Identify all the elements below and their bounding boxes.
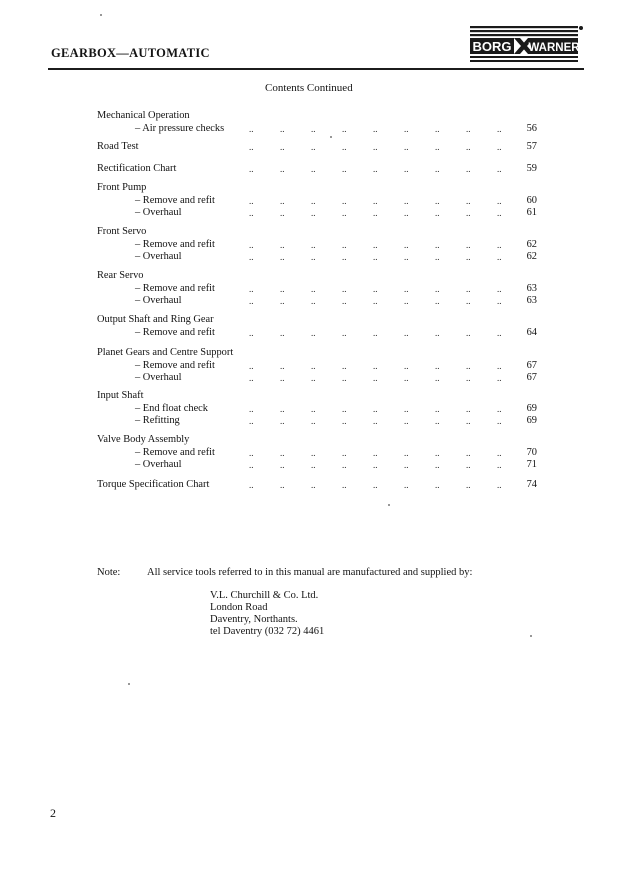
leader-dots: .. <box>373 283 378 294</box>
toc-entry <box>97 403 537 416</box>
leader-dots: .. <box>497 123 502 134</box>
leader-dots: .. <box>404 360 409 371</box>
leader-dots: .. <box>311 416 316 426</box>
toc-section <box>97 390 537 428</box>
leader-dots: .. <box>404 296 409 306</box>
leader-dots: .. <box>249 208 254 218</box>
leader-dots: .. <box>311 142 316 152</box>
leader-dots: .. <box>311 123 316 134</box>
leader-dots: .. <box>435 208 440 218</box>
toc-section <box>97 314 537 339</box>
leader-dots: .. <box>342 447 347 458</box>
note-text: All service tools referred to in this manual are manufactured and supplied by: <box>147 567 473 578</box>
toc-heading-label: Input Shaft <box>97 390 144 401</box>
leader-dots: .. <box>404 142 409 152</box>
toc-entry-label: – Remove and refit <box>135 446 215 458</box>
leader-dots: .. <box>435 239 440 250</box>
leader-dots: .. <box>342 195 347 206</box>
leader-dots: .. <box>466 447 471 458</box>
leader-dots: .. <box>404 239 409 250</box>
leader-dots: .. <box>466 195 471 206</box>
leader-dots: .. <box>280 373 285 383</box>
toc-heading-label: Output Shaft and Ring Gear <box>97 314 214 325</box>
leader-dots: .. <box>497 283 502 294</box>
dot-leaders <box>249 283 528 296</box>
scan-speck <box>388 504 390 506</box>
leader-dots: .. <box>249 164 254 174</box>
toc-page-number: 61 <box>526 207 537 218</box>
scan-speck <box>530 635 532 637</box>
leader-dots: .. <box>249 447 254 458</box>
leader-dots: .. <box>466 164 471 174</box>
toc-section <box>97 226 537 264</box>
dot-leaders <box>249 459 528 472</box>
leader-dots: .. <box>435 296 440 306</box>
dot-leaders <box>249 479 528 492</box>
toc-entry-label: – Overhaul <box>135 372 182 383</box>
toc-section <box>97 434 537 472</box>
toc-section <box>97 182 537 220</box>
leader-dots: .. <box>497 239 502 250</box>
toc-page-number: 62 <box>526 251 537 262</box>
leader-dots: .. <box>466 252 471 262</box>
toc-heading <box>97 347 537 360</box>
toc-entry <box>97 283 537 296</box>
leader-dots: .. <box>342 208 347 218</box>
leader-dots: .. <box>466 416 471 426</box>
leader-dots: .. <box>466 460 471 470</box>
leader-dots: .. <box>373 373 378 383</box>
toc-heading-label: Planet Gears and Centre Support <box>97 347 234 358</box>
leader-dots: .. <box>435 195 440 206</box>
leader-dots: .. <box>404 373 409 383</box>
leader-dots: .. <box>373 480 378 490</box>
toc-heading-label: Mechanical Operation <box>97 110 190 121</box>
leader-dots: .. <box>280 283 285 294</box>
leader-dots: .. <box>280 252 285 262</box>
address-line: V.L. Churchill & Co. Ltd. <box>210 590 319 601</box>
leader-dots: .. <box>249 142 254 152</box>
leader-dots: .. <box>342 239 347 250</box>
dot-leaders <box>249 327 528 340</box>
leader-dots: .. <box>280 480 285 490</box>
note-label: Note: <box>97 567 121 578</box>
leader-dots: .. <box>249 283 254 294</box>
leader-dots: .. <box>466 123 471 134</box>
leader-dots: .. <box>342 164 347 174</box>
leader-dots: .. <box>249 327 254 338</box>
leader-dots: .. <box>249 195 254 206</box>
leader-dots: .. <box>497 373 502 383</box>
toc-heading <box>97 479 537 492</box>
page-number: 2 <box>50 806 56 820</box>
dot-leaders <box>249 207 528 220</box>
leader-dots: .. <box>497 208 502 218</box>
toc-entry-label: – Overhaul <box>135 207 182 218</box>
leader-dots: .. <box>373 208 378 218</box>
toc-entry <box>97 239 537 252</box>
leader-dots: .. <box>497 327 502 338</box>
toc-heading <box>97 270 537 283</box>
leader-dots: .. <box>280 403 285 414</box>
leader-dots: .. <box>249 403 254 414</box>
leader-dots: .. <box>466 142 471 152</box>
leader-dots: .. <box>466 403 471 414</box>
dot-leaders <box>249 141 528 154</box>
leader-dots: .. <box>497 460 502 470</box>
leader-dots: .. <box>311 195 316 206</box>
toc-entry-label: – Overhaul <box>135 251 182 262</box>
leader-dots: .. <box>404 164 409 174</box>
leader-dots: .. <box>249 373 254 383</box>
toc-heading <box>97 434 537 447</box>
leader-dots: .. <box>342 123 347 134</box>
leader-dots: .. <box>280 164 285 174</box>
toc-heading <box>97 182 537 195</box>
address-line: London Road <box>210 602 268 613</box>
leader-dots: .. <box>466 373 471 383</box>
leader-dots: .. <box>435 327 440 338</box>
leader-dots: .. <box>342 296 347 306</box>
toc-entry-label: – Overhaul <box>135 459 182 470</box>
toc-entry <box>97 327 537 340</box>
toc-section <box>97 479 537 492</box>
leader-dots: .. <box>497 480 502 490</box>
leader-dots: .. <box>404 123 409 134</box>
leader-dots: .. <box>249 416 254 426</box>
leader-dots: .. <box>373 164 378 174</box>
dot-leaders <box>249 123 528 136</box>
contents-heading: Contents Continued <box>265 82 353 94</box>
leader-dots: .. <box>311 480 316 490</box>
leader-dots: .. <box>311 252 316 262</box>
leader-dots: .. <box>435 480 440 490</box>
leader-dots: .. <box>404 195 409 206</box>
leader-dots: .. <box>342 252 347 262</box>
dot-leaders <box>249 163 528 176</box>
leader-dots: .. <box>280 447 285 458</box>
toc-section <box>97 163 537 176</box>
scan-speck <box>128 683 130 685</box>
toc-heading <box>97 390 537 403</box>
leader-dots: .. <box>373 460 378 470</box>
scan-speck <box>330 136 332 138</box>
leader-dots: .. <box>311 239 316 250</box>
toc-page-number: 62 <box>526 238 537 250</box>
toc-section <box>97 347 537 385</box>
toc-heading-label: Valve Body Assembly <box>97 434 190 445</box>
section-title: GEARBOX—AUTOMATIC <box>51 46 210 60</box>
leader-dots: .. <box>404 283 409 294</box>
leader-dots: .. <box>497 195 502 206</box>
leader-dots: .. <box>497 142 502 152</box>
toc-entry <box>97 415 537 428</box>
leader-dots: .. <box>373 239 378 250</box>
toc-page-number: 63 <box>526 295 537 306</box>
toc-heading-label: Road Test <box>97 141 139 152</box>
dot-leaders <box>249 295 528 308</box>
leader-dots: .. <box>311 373 316 383</box>
toc-entry-label: – Remove and refit <box>135 282 215 294</box>
toc-heading <box>97 110 537 123</box>
leader-dots: .. <box>342 360 347 371</box>
leader-dots: .. <box>373 416 378 426</box>
leader-dots: .. <box>280 327 285 338</box>
leader-dots: .. <box>466 296 471 306</box>
dot-leaders <box>249 251 528 264</box>
leader-dots: .. <box>466 360 471 371</box>
address-line: Daventry, Northants. <box>210 614 298 625</box>
leader-dots: .. <box>373 195 378 206</box>
leader-dots: .. <box>435 403 440 414</box>
toc-entry <box>97 251 537 264</box>
leader-dots: .. <box>280 296 285 306</box>
leader-dots: .. <box>311 164 316 174</box>
toc-page-number: 69 <box>526 402 537 414</box>
dot-leaders <box>249 415 528 428</box>
leader-dots: .. <box>280 416 285 426</box>
dot-leaders <box>249 360 528 373</box>
leader-dots: .. <box>280 142 285 152</box>
toc-entry-label: – End float check <box>135 402 208 414</box>
leader-dots: .. <box>342 373 347 383</box>
toc-entry-label: – Refitting <box>135 415 180 426</box>
leader-dots: .. <box>249 252 254 262</box>
header-rule <box>48 68 584 70</box>
leader-dots: .. <box>466 283 471 294</box>
toc-heading <box>97 314 537 327</box>
toc-page-number: 69 <box>526 415 537 426</box>
leader-dots: .. <box>497 164 502 174</box>
dot-leaders <box>249 372 528 385</box>
dot-leaders <box>249 239 528 252</box>
leader-dots: .. <box>249 123 254 134</box>
leader-dots: .. <box>466 480 471 490</box>
leader-dots: .. <box>435 447 440 458</box>
toc-heading-label: Rectification Chart <box>97 163 177 174</box>
dot-leaders <box>249 447 528 460</box>
toc-heading <box>97 163 537 176</box>
toc-heading-label: Front Servo <box>97 226 147 237</box>
leader-dots: .. <box>280 360 285 371</box>
leader-dots: .. <box>466 208 471 218</box>
leader-dots: .. <box>249 360 254 371</box>
leader-dots: .. <box>466 327 471 338</box>
toc-page-number: 67 <box>526 372 537 383</box>
leader-dots: .. <box>435 360 440 371</box>
leader-dots: .. <box>497 360 502 371</box>
toc-heading-label: Rear Servo <box>97 270 144 281</box>
leader-dots: .. <box>435 164 440 174</box>
borg-warner-logo <box>468 24 584 64</box>
leader-dots: .. <box>404 327 409 338</box>
toc-entry-label: – Remove and refit <box>135 194 215 206</box>
leader-dots: .. <box>466 239 471 250</box>
toc-page-number: 74 <box>526 479 537 490</box>
leader-dots: .. <box>497 403 502 414</box>
leader-dots: .. <box>373 403 378 414</box>
logo-text-borg: BORG <box>472 39 512 54</box>
leader-dots: .. <box>404 208 409 218</box>
leader-dots: .. <box>311 360 316 371</box>
leader-dots: .. <box>435 460 440 470</box>
toc-entry <box>97 123 537 136</box>
leader-dots: .. <box>373 360 378 371</box>
toc-entry <box>97 372 537 385</box>
toc-entry <box>97 207 537 220</box>
dot-leaders <box>249 403 528 416</box>
toc-entry-label: – Air pressure checks <box>135 122 225 134</box>
leader-dots: .. <box>404 403 409 414</box>
toc-entry-label: – Remove and refit <box>135 238 215 250</box>
leader-dots: .. <box>497 252 502 262</box>
leader-dots: .. <box>311 447 316 458</box>
leader-dots: .. <box>497 296 502 306</box>
leader-dots: .. <box>342 327 347 338</box>
leader-dots: .. <box>311 460 316 470</box>
leader-dots: .. <box>280 460 285 470</box>
toc-page-number: 64 <box>526 326 537 338</box>
toc-section <box>97 141 537 154</box>
toc-page-number: 56 <box>526 122 537 134</box>
leader-dots: .. <box>373 296 378 306</box>
leader-dots: .. <box>435 283 440 294</box>
leader-dots: .. <box>342 142 347 152</box>
leader-dots: .. <box>342 480 347 490</box>
toc-heading <box>97 141 537 154</box>
address-line: tel Daventry (032 72) 4461 <box>210 626 325 637</box>
leader-dots: .. <box>249 480 254 490</box>
leader-dots: .. <box>404 460 409 470</box>
leader-dots: .. <box>435 416 440 426</box>
toc-heading <box>97 226 537 239</box>
toc-page-number: 59 <box>526 163 537 174</box>
toc-entry-label: – Remove and refit <box>135 359 215 371</box>
leader-dots: .. <box>435 123 440 134</box>
leader-dots: .. <box>404 480 409 490</box>
toc-page-number: 60 <box>526 194 537 206</box>
leader-dots: .. <box>435 142 440 152</box>
toc-page-number: 57 <box>526 141 537 152</box>
leader-dots: .. <box>311 403 316 414</box>
leader-dots: .. <box>280 195 285 206</box>
supplier-address <box>210 590 324 638</box>
toc-entry <box>97 447 537 460</box>
leader-dots: .. <box>342 283 347 294</box>
logo-text-warner: WARNER <box>528 42 580 54</box>
toc-entry-label: – Overhaul <box>135 295 182 306</box>
leader-dots: .. <box>404 416 409 426</box>
toc-heading-label: Front Pump <box>97 182 147 193</box>
toc-page-number: 63 <box>526 282 537 294</box>
leader-dots: .. <box>373 447 378 458</box>
leader-dots: .. <box>497 416 502 426</box>
leader-dots: .. <box>373 252 378 262</box>
leader-dots: .. <box>280 239 285 250</box>
toc-heading-label: Torque Specification Chart <box>97 479 210 490</box>
leader-dots: .. <box>342 460 347 470</box>
leader-dots: .. <box>280 123 285 134</box>
toc-page-number: 71 <box>526 459 537 470</box>
leader-dots: .. <box>435 252 440 262</box>
leader-dots: .. <box>373 327 378 338</box>
toc-entry <box>97 295 537 308</box>
leader-dots: .. <box>249 460 254 470</box>
leader-dots: .. <box>342 416 347 426</box>
toc-section <box>97 270 537 308</box>
leader-dots: .. <box>373 123 378 134</box>
scan-speck <box>100 14 102 16</box>
leader-dots: .. <box>311 327 316 338</box>
toc-page-number: 67 <box>526 359 537 371</box>
toc-section <box>97 110 537 135</box>
leader-dots: .. <box>342 403 347 414</box>
leader-dots: .. <box>249 239 254 250</box>
toc-page-number: 70 <box>526 446 537 458</box>
leader-dots: .. <box>311 283 316 294</box>
dot-leaders <box>249 195 528 208</box>
leader-dots: .. <box>373 142 378 152</box>
leader-dots: .. <box>497 447 502 458</box>
toc-entry <box>97 459 537 472</box>
leader-dots: .. <box>435 373 440 383</box>
leader-dots: .. <box>280 208 285 218</box>
leader-dots: .. <box>249 296 254 306</box>
leader-dots: .. <box>404 252 409 262</box>
toc-entry <box>97 360 537 373</box>
toc-entry <box>97 195 537 208</box>
leader-dots: .. <box>311 296 316 306</box>
leader-dots: .. <box>404 447 409 458</box>
leader-dots: .. <box>311 208 316 218</box>
toc-entry-label: – Remove and refit <box>135 326 215 338</box>
